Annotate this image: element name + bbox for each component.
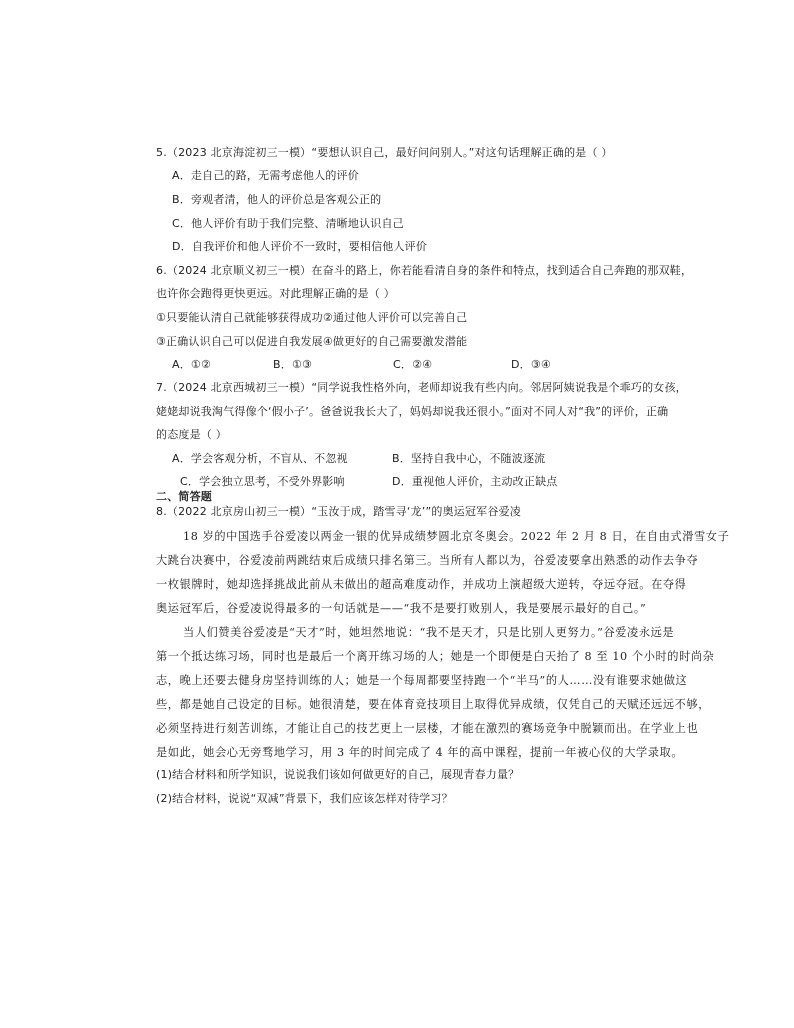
q7-option-b: B．坚持自我中心，不随波逐流 [392,452,546,465]
q7-option-a: A．学会客观分析，不盲从、不忽视 [172,452,348,465]
q7-option-c: C．学会独立思考，不受外界影响 [180,475,345,488]
q8-paragraph-1-line-4: 奥运冠军后，谷爱凌说得最多的一句话就是——“我不是要打败别人，我是要展示最好的自己。” [156,602,647,615]
q6-option-b: B．①③ [273,358,313,371]
q6-stem-line-1: 6.（2024 北京顺义初三一模）在奋斗的路上，你若能看清自身的条件和特点，找到适合自己奔跑的那双鞋， [156,264,693,277]
q5-option-c: C．他人评价有助于我们完整、清晰地认识自己 [172,217,404,230]
q7-stem-line-1: 7.（2024 北京西城初三一模）“同学说我性格外向，老师却说我有些内向。邻居阿姨说我是个乖巧的女孩， [156,381,687,394]
q8-paragraph-2-line-1: 当人们赞美谷爱凌是“天才”时，她坦然地说：“我不是天才，只是比别人更努力。”谷爱凌永远是 [183,626,675,639]
q5-option-d: D．自我评价和他人评价不一致时，要相信他人评价 [172,240,428,253]
q8-paragraph-2-line-2: 第一个抵达练习场，同时也是最后一个离开练习场的人；她是一个即便是白天抬了 8 至 10 个小时的时尚杂 [156,650,715,663]
q8-sub-question-1: (1)结合材料和所学知识，说说我们该如何做更好的自己，展现青春力量？ [156,768,520,781]
q6-option-c: C．②④ [393,358,433,371]
q5-option-b: B．旁观者清，他人的评价总是客观公正的 [172,193,382,206]
q8-sub-question-2: (2)结合材料，说说“双减”背景下，我们应该怎样对待学习？ [156,792,453,805]
q7-stem-line-3: 的态度是（ ） [156,428,227,441]
q8-paragraph-2-line-4: 些，都是她自己设定的目标。她很清楚，要在体育竞技项目上取得优异成绩，仅凭自己的天赋还远远不够， [156,698,711,711]
q5-option-a: A．走自己的路，无需考虑他人的评价 [172,169,359,182]
q8-paragraph-2-line-5: 必须坚持进行刻苦训练，才能让自己的技艺更上一层楼，才能在激烈的赛场竞争中脱颖而出。在学业上也 [156,722,699,735]
q8-title: 8.（2022 北京房山初三一模）“玉汝于成，踏雪寻‘龙’”的奥运冠军谷爱凌 [156,505,521,518]
q8-paragraph-2-line-6: 是如此，她会心无旁骛地学习，用 3 年的时间完成了 4 年的高中课程，提前一年被心仪的大学录取。 [156,746,684,759]
q5-stem: 5.（2023 北京海淀初三一模）“要想认识自己，最好问问别人。”对这句话理解正确的是（ ） [156,146,613,159]
q6-statement-1: ①只要能认清自己就能够获得成功②通过他人评价可以完善自己 [156,311,468,324]
q7-stem-line-2: 姥姥却说我淘气得像个‘假小子’。爸爸说我长大了，妈妈却说我还很小。”面对不同人对“我”的评价，正确 [156,405,669,418]
q8-paragraph-2-line-3: 志，晚上还要去健身房坚持训练的人；她是一个每周都要坚持跑一个“半马”的人……没有谁要求她做这 [156,674,688,687]
q8-paragraph-1-line-1: 18 岁的中国选手谷爱凌以两金一银的优异成绩梦圆北京冬奥会。2022 年 2 月 8 日，在自由式滑雪女子 [183,530,730,543]
section-heading: 二、简答题 [156,490,212,503]
q7-option-d: D．重视他人评价，主动改正缺点 [392,475,558,488]
q6-option-a: A．①② [172,358,212,371]
q6-option-d: D．③④ [511,358,551,371]
q6-stem-line-2: 也许你会跑得更快更远。对此理解正确的是（ ） [156,287,395,300]
q8-paragraph-1-line-3: 一枚银牌时，她却选择挑战此前从未做出的超高难度动作，并成功上演超级大逆转，夺远夺冠。在夺得 [156,578,687,591]
q8-paragraph-1-line-2: 大跳台决赛中，谷爱凌前两跳结束后成绩只排名第三。当所有人都以为，谷爱凌要拿出熟悉的动作去争夺 [156,554,699,567]
q6-statement-2: ③正确认识自己可以促进自我发展④做更好的自己需要激发潜能 [156,335,468,348]
